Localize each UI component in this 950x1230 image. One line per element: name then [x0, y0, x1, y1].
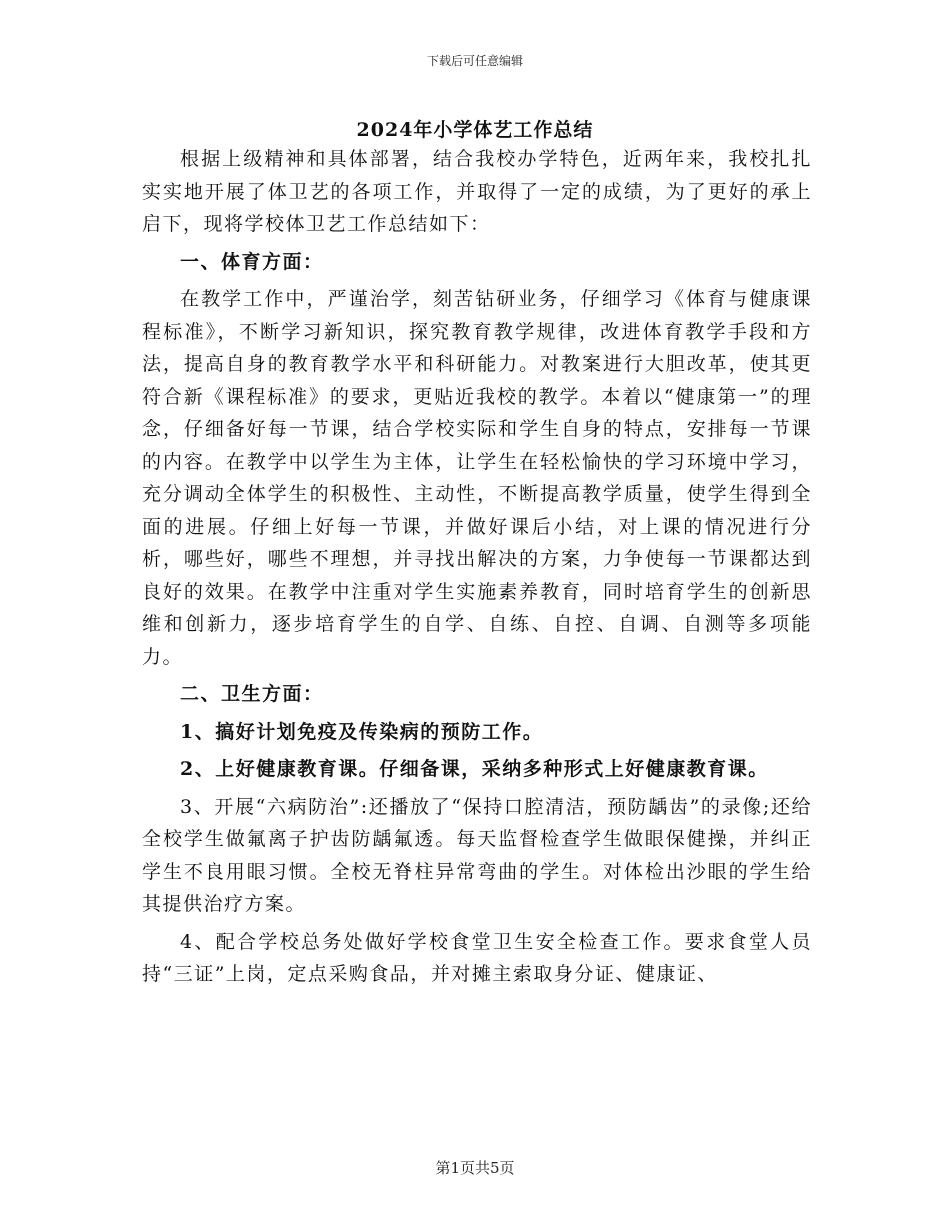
- hygiene-item-3: 3、开展“六病防治”:还播放了“保持口腔清洁，预防龋齿”的录像;还给全校学生做氟离子护齿防龋氟透。每天监督检查学生做眼保健操，并纠正学生不良用眼习惯。全校无脊柱异常弯曲的学生。对体检出沙眼的学生给其提供治疗方案。: [142, 795, 812, 915]
- header-note: 下载后可任意编辑: [426, 54, 523, 68]
- section-heading-hygiene: 二、卫生方面：: [180, 683, 324, 705]
- section-heading-sports: 一、体育方面：: [180, 250, 324, 273]
- hygiene-item-4: 4、配合学校总务处做好学校食堂卫生安全检查工作。要求食堂人员持“三证”上岗，定点采购食品，并对摊主索取身分证、健康证、: [142, 930, 812, 985]
- hygiene-item-2: 2、上好健康教育课。仔细备课，采纳多种形式上好健康教育课。: [180, 758, 769, 780]
- document-title: 2024年小学体艺工作总结: [356, 119, 594, 141]
- sports-paragraph: 在教学工作中，严谨治学，刻苦钻研业务，仔细学习《体育与健康课程标准》，不断学习新知识，探究教育教学规律，改进体育教学手段和方法，提高自身的教育教学水平和科研能力。对教案进行大胆改革，使其更符合新《课程标准》的要求，更贴近我校的教学。本着以“健康第一”的理念，仔细备好每一节课，结合学校实际和学生自身的特点，安排每一节课的内容。在教学中以学生为主体，让学生在轻松愉快的学习环境中学习，充分调动全体学生的积极性、主动性，不断提高教学质量，使学生得到全面的进展。仔细上好每一节课，并做好课后小结，对上课的情况进行分析，哪些好，哪些不理想，并寻找出解决的方案，力争使每一节课都达到良好的效果。在教学中注重对学生实施素养教育，同时培育学生的创新思维和创新力，逐步培育学生的自学、自练、自控、自调、自测等多项能力。: [142, 288, 812, 668]
- page-footer: 第1页共5页: [435, 1159, 515, 1177]
- hygiene-item-1: 1、搞好计划免疫及传染病的预防工作。: [180, 720, 544, 743]
- document-body: [142, 143, 812, 996]
- intro-paragraph: 根据上级精神和具体部署，结合我校办学特色，近两年来，我校扎扎实实地开展了体卫艺的各项工作，并取得了一定的成绩，为了更好的承上启下，现将学校体卫艺工作总结如下：: [142, 148, 812, 235]
